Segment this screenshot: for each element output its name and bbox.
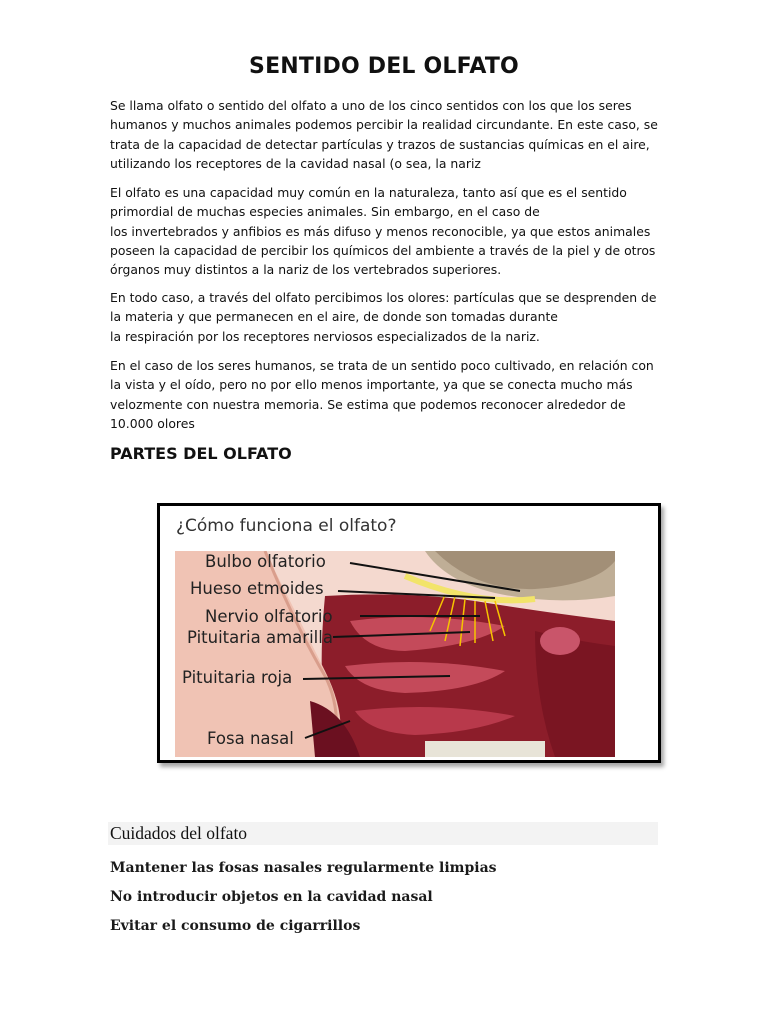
paragraph-line: En el caso de los seres humanos, se trata de un sentido poco cultivado, en relación con (110, 358, 654, 373)
figure-title: ¿Cómo funciona el olfato? (176, 516, 397, 536)
paragraph-line: utilizando los receptores de la cavidad nasal (o sea, la nariz (110, 155, 481, 171)
paragraph-line: primordial de muchas especies animales. Sin embargo, en el caso de (110, 204, 540, 220)
paragraph-3 (110, 288, 666, 346)
paragraph-line: Se llama olfato o sentido del olfato a uno de los cinco sentidos con los que los seres (110, 98, 632, 113)
page-title: SENTIDO DEL OLFATO (249, 54, 519, 79)
label-hueso-etmoides: Hueso etmoides (190, 579, 324, 598)
paragraph-line: poseen la capacidad de percibir los químicos del ambiente a través de la piel y de otros (110, 242, 656, 258)
paragraph-line: los invertebrados y anfibios es más difuso y menos reconocible, ya que estos animales (110, 223, 651, 239)
care-item: Mantener las fosas nasales regularmente limpias (110, 860, 497, 876)
paragraph-line: la vista y el oído, pero no por ello menos importante, ya que se conecta mucho más (110, 377, 633, 393)
label-fosa-nasal: Fosa nasal (207, 729, 294, 748)
paragraph-1 (110, 96, 666, 173)
paragraph-line: la materia y que permanecen en el aire, de donde son tomadas durante (110, 309, 558, 325)
section-heading-partes: PARTES DEL OLFATO (110, 444, 292, 463)
care-item: No introducir objetos en la cavidad nasal (110, 889, 433, 905)
care-item: Evitar el consumo de cigarrillos (110, 918, 361, 934)
olfaction-diagram (157, 503, 661, 763)
label-pituitaria-roja: Pituitaria roja (182, 668, 293, 687)
paragraph-line: humanos y muchos animales podemos percibir la realidad circundante. En este caso, se (110, 117, 658, 133)
paragraph-line: trata de la capacidad de detectar partículas y trazos de sustancias químicas en el aire, (110, 136, 650, 152)
paragraph-line: En todo caso, a través del olfato percibimos los olores: partículas que se desprenden de (110, 290, 657, 305)
label-nervio-olfatorio: Nervio olfatorio (205, 607, 333, 626)
paragraph-2 (110, 183, 666, 279)
paragraph-4 (110, 356, 666, 433)
paragraph-line: velozmente con nuestra memoria. Se estima que podemos reconocer alrededor de (110, 396, 626, 412)
paragraph-line: órganos muy distintos a la nariz de los vertebrados superiores. (110, 262, 502, 278)
care-heading: Cuidados del olfato (110, 823, 248, 843)
paragraph-line: 10.000 olores (110, 415, 195, 431)
paragraph-line: El olfato es una capacidad muy común en la naturaleza, tanto así que es el sentido (110, 185, 627, 200)
paragraph-line: la respiración por los receptores nerviosos especializados de la nariz. (110, 328, 540, 344)
label-pituitaria-amarilla: Pituitaria amarilla (187, 628, 333, 647)
label-bulbo-olfatorio: Bulbo olfatorio (205, 552, 326, 571)
label-pointers (160, 506, 658, 760)
